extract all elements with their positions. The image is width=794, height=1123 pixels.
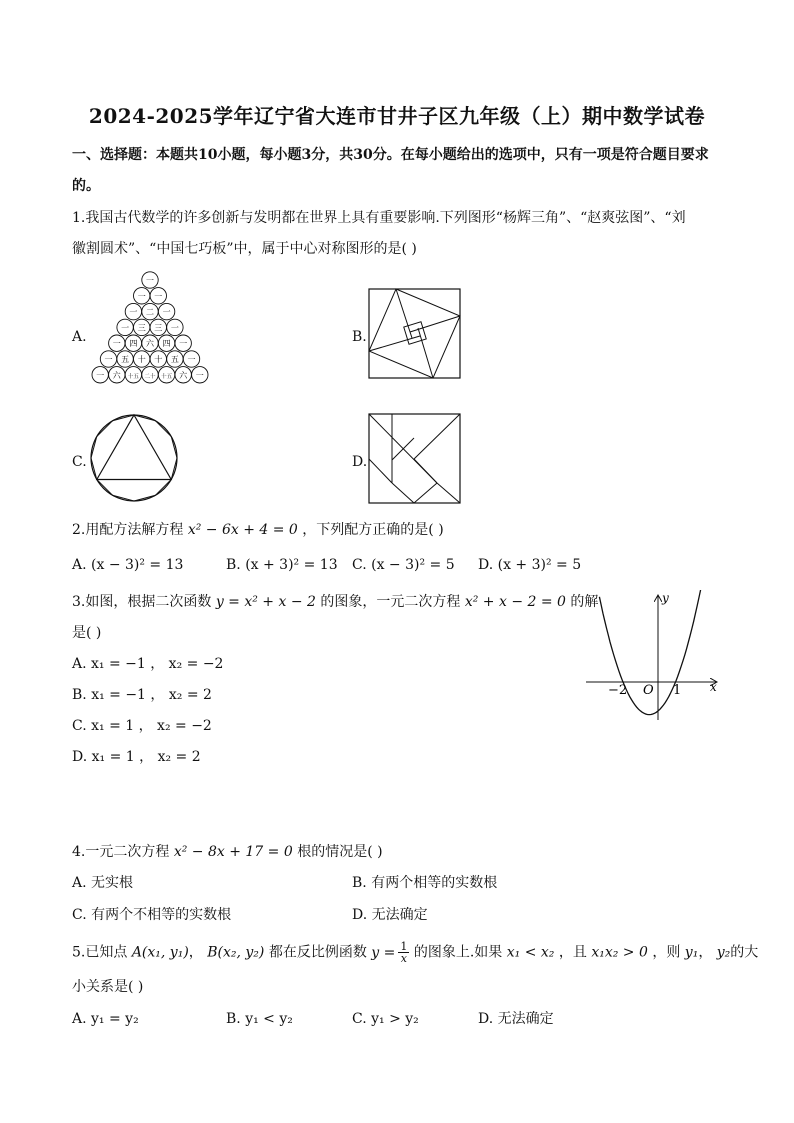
triangle-cell-label: 一: [162, 307, 171, 317]
graph-y-label: y: [662, 591, 669, 605]
triangle-cell-label: 三: [137, 323, 146, 333]
triangle-cell-label: 二十: [144, 373, 156, 380]
yanghui-triangle-figure: [84, 270, 216, 398]
triangle-cell-label: 二: [146, 307, 154, 317]
q3-equation: x² + x − 2 = 0: [464, 594, 566, 610]
q1-option-c-label[interactable]: C.: [72, 454, 87, 470]
triangle-cell-label: 一: [195, 370, 204, 380]
q2-option-c[interactable]: C. (x − 3)² = 5: [352, 557, 455, 573]
triangle-cell-label: 一: [121, 323, 130, 333]
q2-equation: x² − 6x + 4 = 0: [187, 522, 298, 538]
triangle-cell-label: 一: [179, 339, 188, 349]
q4-equation: x² − 8x + 17 = 0: [173, 844, 293, 860]
q3-option-d[interactable]: D. x₁ = 1 ， x₂ = 2: [72, 749, 201, 765]
q5-option-b[interactable]: B. y₁ < y₂: [226, 1011, 293, 1027]
triangle-cell-label: 五: [121, 355, 130, 364]
q5-fraction-numerator: 1: [400, 940, 408, 953]
q4-option-b[interactable]: B. 有两个相等的实数根: [352, 875, 498, 891]
triangle-cell-label: 一: [170, 323, 179, 333]
q2-stem: 2.用配方法解方程 x² − 6x + 4 = 0 ，下列配方正确的是( ): [72, 522, 444, 538]
q1-option-d-label[interactable]: D.: [352, 454, 368, 470]
q5-option-d[interactable]: D. 无法确定: [478, 1011, 554, 1027]
triangle-cell-label: 一: [137, 291, 146, 301]
q3-option-b[interactable]: B. x₁ = −1 ， x₂ = 2: [72, 687, 212, 703]
zhaoshuang-diagram-figure: [368, 288, 462, 380]
triangle-cell-label: 六: [112, 370, 121, 380]
graph-origin-label: O: [643, 683, 654, 698]
triangle-cell-label: 一: [187, 355, 196, 364]
q3-stem-line1: 3.如图，根据二次函数 y = x² + x − 2 的图象，一元二次方程 x² + x − 2 = 0 的解: [72, 594, 599, 610]
yanghui-triangle-cells: [92, 272, 208, 383]
q3-stem-line2: 是( ): [72, 625, 102, 641]
q2-option-b[interactable]: B. (x + 3)² = 13: [226, 557, 338, 573]
q5-stem-line2: 小关系是( ): [72, 979, 144, 995]
q4-option-a[interactable]: A. 无实根: [72, 875, 134, 891]
triangle-cell-label: 四: [162, 339, 171, 349]
graph-x-label: x: [710, 680, 717, 694]
section-heading-line2: 的。: [72, 178, 100, 194]
triangle-cell-label: 十五: [127, 373, 139, 380]
q2-option-d[interactable]: D. (x + 3)² = 5: [478, 557, 582, 573]
triangle-cell-label: 六: [146, 339, 154, 349]
q3-function: y = x² + x − 2: [215, 594, 316, 610]
q3-parabola-graph: [584, 590, 724, 725]
q1-option-a-label[interactable]: A.: [72, 329, 87, 345]
q5-function: y = $\frac{1}{x}$: [371, 940, 408, 965]
triangle-cell-label: 三: [154, 323, 163, 333]
exam-title: 2024-2025学年辽宁省大连市甘井子区九年级（上）期中数学试卷: [88, 104, 706, 128]
q5-option-c[interactable]: C. y₁ > y₂: [352, 1011, 419, 1027]
q5-stem-line1: 5.已知点 A(x₁, y₁)， B(x₂, y₂) 都在反比例函数 y = $\frac{1}{x}$ 的图象上.如果 x₁ < x₂ ，且 x₁x₂ > 0 ，则 y₁， y₂的大: [72, 940, 759, 965]
graph-tick-1: 1: [673, 683, 682, 698]
q4-option-c[interactable]: C. 有两个不相等的实数根: [72, 907, 232, 923]
q4-stem: 4.一元二次方程 x² − 8x + 17 = 0 根的情况是( ): [72, 844, 383, 860]
triangle-cell-label: 一: [129, 307, 138, 317]
q1-option-b-label[interactable]: B.: [352, 329, 367, 345]
graph-tick-neg2: −2: [608, 683, 628, 698]
triangle-cell-label: 十: [154, 355, 163, 364]
tangram-figure: [368, 413, 462, 505]
triangle-cell-label: 一: [112, 339, 121, 349]
q5-condition-1: x₁ < x₂: [506, 944, 555, 961]
triangle-cell-label: 一: [104, 355, 113, 364]
q5-point-b: B(x₂, y₂): [207, 944, 265, 961]
triangle-cell-label: 一: [96, 370, 105, 380]
triangle-cell-label: 一: [146, 276, 154, 285]
triangle-cell-label: 十: [137, 355, 146, 364]
triangle-cell-label: 十五: [161, 373, 173, 380]
triangle-cell-label: 一: [154, 291, 163, 301]
q5-condition-2: x₁x₂ > 0: [591, 944, 648, 961]
liuhui-circle-figure: [88, 412, 180, 504]
q3-option-a[interactable]: A. x₁ = −1 ， x₂ = −2: [72, 656, 224, 672]
q3-option-c[interactable]: C. x₁ = 1 ， x₂ = −2: [72, 718, 212, 734]
triangle-cell-label: 六: [179, 370, 188, 380]
triangle-cell-label: 四: [129, 339, 138, 349]
q5-fraction-denominator: x: [400, 952, 407, 965]
q1-stem-line1: 1.我国古代数学的许多创新与发明都在世界上具有重要影响.下列图形“杨辉三角”、“赵爽弦图”、“刘: [72, 210, 686, 226]
triangle-cell-label: 五: [170, 355, 179, 364]
q4-option-d[interactable]: D. 无法确定: [352, 907, 428, 923]
section-heading-line1: 一、选择题：本题共10小题，每小题3分，共30分。在每小题给出的选项中，只有一项是符合题目要求: [72, 147, 709, 163]
q5-option-a[interactable]: A. y₁ = y₂: [72, 1011, 139, 1027]
q1-stem-line2: 徽割圆术”、“中国七巧板”中，属于中心对称图形的是( ): [72, 241, 417, 257]
q5-point-a: A(x₁, y₁): [131, 944, 189, 961]
q2-option-a[interactable]: A. (x − 3)² = 13: [72, 557, 184, 573]
